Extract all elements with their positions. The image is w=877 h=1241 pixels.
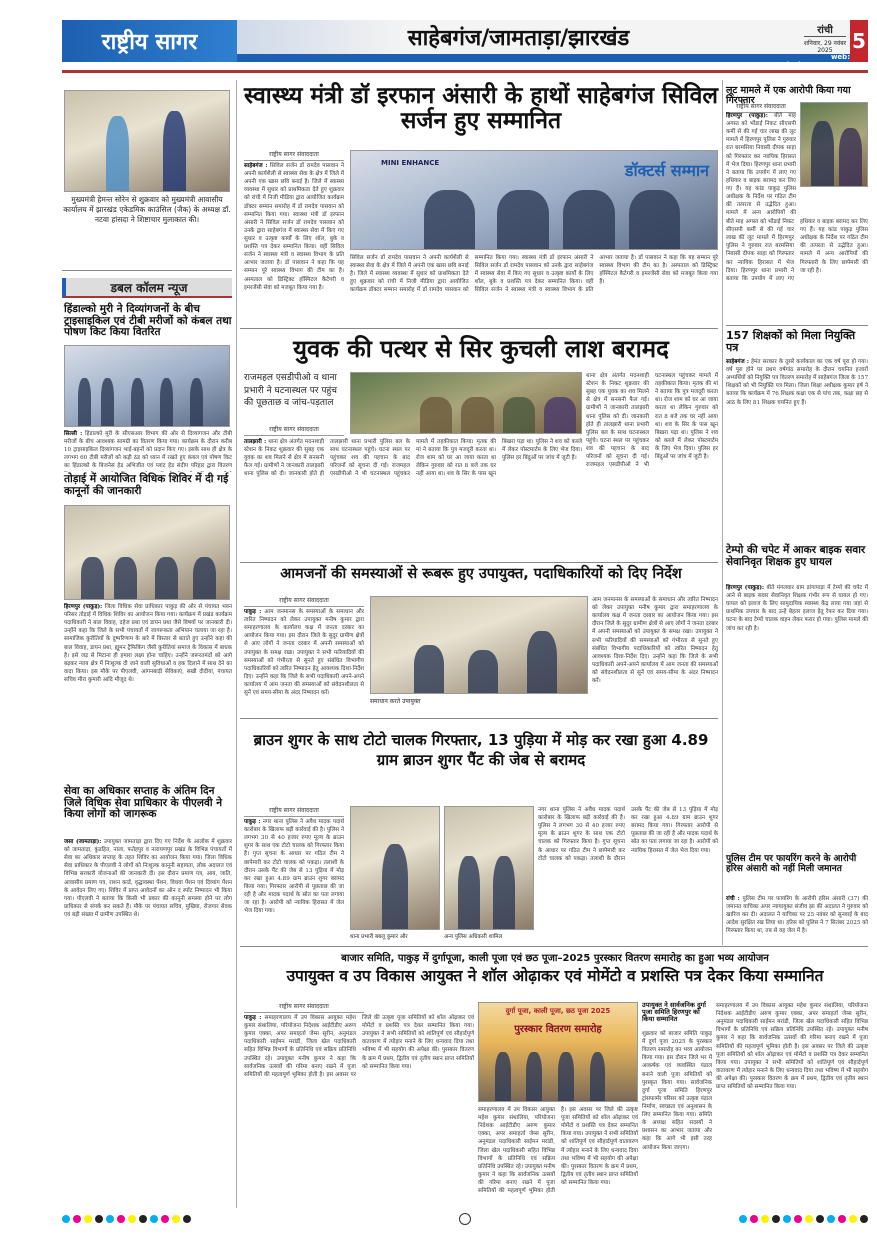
headline: पुलिस टीम पर फायरिंग करने के आरोपी हरिस अंसारी को नहीं मिली जमानत [726,854,857,874]
article-body: हिरणपुर (पाकुड़): जिला विधिक सेवा प्राधिकार पाकुड़ की ओर से पंचायत भवन परिसर तोड़ाई में विधिक शिविर का आयोजन किया गया। कार्यक्रम में प्रखंड कार्यक्रम पदाधिकारी ने बाल विवाह, दहेज प्रथा एवं डायन प्रथा जैसे विषयों पर जानकारी दी। उन्होंने कहा कि जिले के सभी पंचायतों में जागरूकता अभियान चलाया जा रहा है। सामाजिक कुरीतियों के दुष्परिणाम के बारे में विस्तार से बताते हुए उन्होंने कहा की बाल विवाह, डायन प्रथा, ह्यूमन ट्रैफिकिंग जैसी कुरीतियां समाज के विकास में बाधक है। इसे जड़ से मिटाना ही हमारा लक्ष्य होना चाहिए। उन्होंने जरूरतमंदों को आगे बढ़कर न्याय क्षेत्र में निःशुल्क दी जाने वाली सुविधाओं व हक दिलाने में साथ देने का वादा किया। इस मौके पर पीएलवी, आंगनबाड़ी सेविकाएं, सखी दीदीयां, पंचायत सचिव मीरा कुमारी आदि मौजूद थे। [64,604,232,683]
dateline-box [800,20,850,54]
page-number: 5 [850,20,868,62]
header-bar [237,54,850,62]
column-divider [722,80,723,945]
arrested-driver-photo [350,806,440,930]
article-body-continued: समाहरणालय में उप विकास आयुक्त महेश कुमार संथालिया, परियोजना निदेशक आईटीडीए अरुण कुमार एक्का, अपर समाहर्ता जेम्स सुरीन, अनुमंडल पदाधिकारी साईमन मरांडी, जिला खेल पदाधिकारी सहित विभिन्न विभागों के प्रतिनिधि एवं सक्रिय प्रतिनिधि उपस्थित रहे। उपायुक्त मनीष कुमार ने कहा कि सार्वजनिक उत्सवों की गरिमा बनाए रखने में पूजा समितियों की महत्वपूर्ण भूमिका होती है। इस अवसर पर जिले की उत्कृष्ट पूजा समितियों को शॉल ओढ़ाकर एवं मोमेंटो व प्रशस्ति पत्र देकर सम्मानित किया गया। उपायुक्त ने सभी समितियों को शांतिपूर्ण एवं सौहार्दपूर्ण वातावरण में त्योहार मनाने के लिए धन्यवाद दिया तथा भविष्य में भी सहयोग की अपेक्षा की। पुरस्कार वितरण के क्रम में प्रथम, द्वितीय एवं तृतीय स्थान प्राप्त समितियों को सम्मानित किया गया। [478,1107,638,1195]
article-body-continued: नगर थाना पुलिस ने अवैध मादक पदार्थ कारोबार के खिलाफ बड़ी कार्रवाई की है। पुलिस ने लगभग 30 से 40 हजार रुपए मूल्य के ब्राउन शुगर के साथ एक टोटो चालक को गिरफ्तार किया है। गुप्त सूचना के आधार पर गठित टीम ने छापेमारी कर टोटो चालक को पकड़ा। तलाशी के दौरान उसके पैंट की जेब से 13 पुड़िया में मोड़ कर रखा हुआ 4.89 ग्राम ब्राउन शुगर बरामद किया गया। गिरफ्तार आरोपी से पूछताछ की जा रही है और मादक पदार्थ के स्रोत का पता लगाया जा रहा है। आरोपी को न्यायिक हिरासत में जेल भेज दिया गया। [538,807,718,862]
tricycle-distribution-photo [64,345,230,427]
award-ceremony-photo [350,150,718,250]
byline: राष्ट्रीय सागर संवाददाता [244,1002,364,1013]
header-rule [62,70,868,73]
headline: लूट मामले में एक आरोपी किया गया गिरफ्तार [726,85,851,107]
issue-date: शनिवार, 29 नवंबर 2025 [803,40,847,54]
byline: राष्ट्रीय सागर संवाददाता [244,806,344,817]
article-body: पाकुड़ : नगर थाना पुलिस ने अवैध मादक पदार्थ कारोबार के खिलाफ बड़ी कार्रवाई की है। पुलिस ने लगभग 30 से 40 हजार रुपए मूल्य के ब्राउन शुगर के साथ एक टोटो चालक को गिरफ्तार किया है। गुप्त सूचना के आधार पर गठित टीम ने छापेमारी कर टोटो चालक को पकड़ा। तलाशी के दौरान उसके पैंट की जेब से 13 पुड़िया में मोड़ कर रखा हुआ 4.89 ग्राम ब्राउन शुगर बरामद किया गया। गिरफ्तार आरोपी से पूछताछ की जा रही है और मादक पदार्थ के स्रोत का पता लगाया जा रहा है। आरोपी को न्यायिक हिरासत में जेल भेज दिया गया। [244,819,344,915]
brand-name: राष्ट्रीय सागर [101,30,198,55]
article-body: शुक्रवार को बाजार समिति पाकुड़ में दुर्गा पूजा 2025 के पुरस्कार वितरण समारोह का भव्य आयोजन किया गया। इस दौरान जिले भर में आकर्षक एवं व्यवस्थित पंडाल बनाने वाली पूजा समितियों को पुरस्कृत किया गया। सार्वजनिक दुर्गा पूजा समिति हिरणपुर ट्रांसफार्मर परिसर को उत्कृष्ट पंडाल निर्माण, स्वच्छता एवं अनुशासन के लिए सम्मानित किया गया। समिति के अध्यक्ष सहित सदस्यों ने प्रशासन का आभार जताया और कहा कि आगे भी इसी तरह आयोजन किया जाएगा। [642,1031,712,1151]
legal-camp-photo [64,505,230,600]
headline: उपायुक्त ने सार्वजनिक दुर्गा पूजा समिति हिरणपुर को किया सम्मानित [642,1001,706,1024]
column-divider [236,80,237,1208]
cm-meeting-photo [64,90,230,192]
photo-logo-text: MINI ENHANCE [381,159,440,167]
article-body: हिरणपुर (पाकुड़): बीते मंगलवार ग्राम डांगापाड़ा में टेम्पो की चपेट में आने से बाइक सवार सेवानिवृत शिक्षक गंभीर रूप से घायल हो गए। घायल को इलाज के लिए सामुदायिक स्वास्थ्य केंद्र लाया गया जहां से प्राथमिक उपचार के बाद उन्हें बेहतर इलाज हेतु रेफर कर दिया गया। घटना के बाद टेम्पो चालक वाहन लेकर फरार हो गया। पुलिस मामले की जांच कर रही है। [726,585,868,632]
article-body: पाकुड़ : समाहरणालय में उप विकास आयुक्त महेश कुमार संथालिया, परियोजना निदेशक आईटीडीए अरुण कुमार एक्का, अपर समाहर्ता जेम्स सुरीन, अनुमंडल पदाधिकारी साईमन मरांडी, जिला खेल पदाधिकारी सहित विभिन्न विभागों के प्रतिनिधि एवं सक्रिय प्रतिनिधि उपस्थित रहे। उपायुक्त मनीष कुमार ने कहा कि सार्वजनिक उत्सवों की गरिमा बनाए रखने में पूजा समितियों की महत्वपूर्ण भूमिका होती है। इस अवसर पर जिले की उत्कृष्ट पूजा समितियों को शॉल ओढ़ाकर एवं मोमेंटो व प्रशस्ति पत्र देकर सम्मानित किया गया। उपायुक्त ने सभी समितियों को शांतिपूर्ण एवं सौहार्दपूर्ण वातावरण में त्योहार मनाने के लिए धन्यवाद दिया तथा भविष्य में भी सहयोग की अपेक्षा की। पुरस्कार वितरण के क्रम में प्रथम, द्वितीय एवं तृतीय स्थान प्राप्त समितियों को सम्मानित किया गया। [244,1015,474,1078]
color-registration-marks [62,1213,868,1225]
article-body: रांची : पुलिस टीम पर फायरिंग के आरोपी हरिस अंसारी (37) की जमानत याचिका अपर न्यायायुक्त संजीव झा की अदालत ने गुरुवार को खारिज कर दी। अदालत ने याचिका पर 25 नवंबर को सुनवाई के बाद आदेश सुरक्षित रख लिया था। हरिस को पुलिस ने 7 सितंबर 2025 को गिरफ्तार किया था, तब से वह जेल में है। [726,896,868,935]
byline: राष्ट्रीय सागर संवाददाता [726,102,796,113]
accused-photo [800,102,868,187]
janta-darbar-photo [370,596,588,694]
headline: ब्राउन शुगर के साथ टोटो चालक गिरफ्तार, 13 पुड़िया में मोड़ कर रखा हुआ 4.89 ग्राम ब्राउन शुगर पैंट की जेब से बरामद [253,731,709,770]
article-body-continued: बीते माह अगस्त को भोंडाई निकट सीएसपी कर्मी से की गई चार लाख की लूट मामले में हिरणपुर पुलिस ने गुरुवार रात बरमसिया निवासी दीपक साहा को गिरफ्तार कर न्यायिक हिरासत में भेज दिया। हिरणपुर थाना प्रभारी ने बताया कि उपयोग में लाए गए हथियार व बाइक बरामद कर लिए गए हैं। यह कांड पाकुड़ पुलिस अधीक्षक के निर्देश पर गठित टीम की तत्परता से उद्भेदित हुआ। मामले में अन्य आरोपियों की गिरफ्तारी के लिए छापेमारी की जा रही है। [726,219,868,282]
article-body: पाकुड़ : आम जनमानस के समस्याओं के समाधान और त्वरित निष्पादन को लेकर उपायुक्त मनीष कुमार द्वारा समाहरणालय के कार्यालय कक्ष में जनता दरबार का आयोजन किया गया। इस दौरान जिले के सुदूर ग्रामीण क्षेत्रों से आए लोगों ने जनता दरबार में अपनी समस्याओं को उपायुक्त के समक्ष रखा। उपायुक्त ने सभी फरियादियों की समस्याओं को गंभीरता से सुनते हुए संबंधित विभागीय पदाधिकारियों को त्वरित निष्पादन हेतु आवश्यक दिशा-निर्देश दिए। उन्होंने कहा कि जिले के सभी पदाधिकारी अपने-अपने कार्यालय में आम जनता की समस्याओं को संवेदनशीलता से सुनें एवं समय-सीमा के अंदर निष्पादन करें। [244,609,364,697]
photo-caption: थाना प्रभारी बबलू कुमार और [350,934,408,940]
article-body-continued: सिविल सर्जन डॉ रामदेव पासवान ने अपनी कार्यशैली से स्वास्थ्य सेवा के क्षेत्र में जिले में अपनी एक खास छवि बनाई है। जिले में स्वास्थ्य व्यवस्था में सुधार को प्राथमिकता देते हुए शुक्रवार को रांची में निजी मीडिया द्वारा आयोजित कार्यक्रम डॉक्टर सम्मान समारोह में डॉ रामदेव पासवान को सम्मानित किया गया। स्वास्थ्य मंत्री डॉ इरफान अंसारी ने सिविल सर्जन डॉ रामदेव पासवान को उनके द्वारा साहेबगंज में स्वास्थ्य सेवा में किए गए सुधार व उत्कृष्ट कार्यों के लिए शॉल, बुके व प्रशस्ति पत्र देकर सम्मानित किया। वहीं सिविल सर्जन ने स्वास्थ्य मंत्री व स्वास्थ्य विभाग के प्रति आभार जताया है। डॉ पासवान ने कहा कि यह सम्मान पूरे स्वास्थ्य विभाग की टीम का है। अस्पताल को डिस्ट्रिक्ट हॉस्पिटल कैटेगरी व इमरजेंसी सेवा को मजबूत किया गया है। [350,255,718,294]
article-body-continued: थाना क्षेत्र अंतर्गत मदनशाही स्टेशन के निकट शुक्रवार की सुबह एक युवक का शव मिलने से क्षेत्र में सनसनी फैल गई। ग्रामीणों ने जानकारी तालझारी थाना पुलिस को दी। जानकारी होते ही तालझारी थाना प्रभारी पुलिस बल के साथ घटनास्थल पहुंचे। घटना स्थल पर पहुंचकर शव की पहचान के बाद परिजनों को सूचना दी गई। राजमहल एसडीपीओ ने भी घटनास्थल पहुंचकर मामले में तहकीकात किया। मृतक की मां ने बताया कि पुत्र मजदूरी करता था। रोज शाम को घर आ जाया करता था लेकिन गुरुवार को रात 8 बजे तक घर नहीं आया था। शव के सिर के पास खून बिखरा पड़ा था। पुलिस ने शव को कब्जे में लेकर पोस्टमार्टम के लिए भेज दिया। पुलिस हर बिंदुओं पर जांच में जुटी है। [586,373,718,469]
divider [726,325,868,326]
divider [240,328,718,329]
photo-title-text: पुरस्कार वितरण समारोह [514,1024,602,1035]
headline: तोड़ाई में आयोजित विधिक शिविर में दी गई कानूनों की जानकारी [64,473,229,497]
article-body: साहेबगंज : हेमंत सरकार के दूसरे कार्यकाल का एक वर्ष पूरा हो गया। वर्ष पूरा होने पर प्रथम वर्षगांठ समारोह के दौरान चयनित हजारों अभ्यर्थियों को नियुक्ति पत्र वितरण समारोह में साहेबगंज जिला के 157 शिक्षकों को भी नियुक्ति पत्र मिला। जिला शिक्षा अधीक्षक कुमार हर्ष ने बताया कि कार्यक्रम में 76 शिक्षक कक्षा एक से पांच तक, कक्षा छह से आठ के लिए 81 शिक्षक चयनित हुए हैं। [726,359,868,406]
article-body: तालझारी : थाना क्षेत्र अंतर्गत मदनशाही स्टेशन के निकट शुक्रवार की सुबह एक युवक का शव मिलने से क्षेत्र में सनसनी फैल गई। ग्रामीणों ने जानकारी तालझारी थाना पुलिस को दी। जानकारी होते ही तालझारी थाना प्रभारी पुलिस बल के साथ घटनास्थल पहुंचे। घटना स्थल पर पहुंचकर शव की पहचान के बाद परिजनों को सूचना दी गई। राजमहल एसडीपीओ ने भी घटनास्थल पहुंचकर मामले में तहकीकात किया। मृतक की मां ने बताया कि पुत्र मजदूरी करता था। रोज शाम को घर आ जाया करता था लेकिन गुरुवार को रात 8 बजे तक घर नहीं आया था। शव के सिर के पास खून बिखरा पड़ा था। पुलिस ने शव को कब्जे में लेकर पोस्टमार्टम के लिए भेज दिया। पुलिस हर बिंदुओं पर जांच में जुटी है। [244,439,582,478]
headline: आमजनों की समस्याओं से रूबरू हुए उपायुक्त, पदाधिकारियों को दिए निर्देश [280,566,682,582]
photo-banner-text: डॉक्टर्स सम्मान [624,161,709,180]
edition-city: रांची [804,22,846,37]
byline: राष्ट्रीय सागर संवाददाता [244,425,344,436]
byline: राष्ट्रीय सागर संवाददाता [244,596,364,607]
website-link[interactable]: web: rashtriyasagar.com [774,53,850,69]
article-body-continued: समाहरणालय में उप विकास आयुक्त महेश कुमार संथालिया, परियोजना निदेशक आईटीडीए अरुण कुमार एक्का, अपर समाहर्ता जेम्स सुरीन, अनुमंडल पदाधिकारी साईमन मरांडी, जिला खेल पदाधिकारी सहित विभिन्न विभागों के प्रतिनिधि एवं सक्रिय प्रतिनिधि उपस्थित रहे। उपायुक्त मनीष कुमार ने कहा कि सार्वजनिक उत्सवों की गरिमा बनाए रखने में पूजा समितियों की महत्वपूर्ण भूमिका होती है। इस अवसर पर जिले की उत्कृष्ट पूजा समितियों को शॉल ओढ़ाकर एवं मोमेंटो व प्रशस्ति पत्र देकर सम्मानित किया गया। उपायुक्त ने सभी समितियों को शांतिपूर्ण एवं सौहार्दपूर्ण वातावरण में त्योहार मनाने के लिए धन्यवाद दिया तथा भविष्य में भी सहयोग की अपेक्षा की। पुरस्कार वितरण के क्रम में प्रथम, द्वितीय एवं तृतीय स्थान प्राप्त समितियों को सम्मानित किया गया। [716,1003,868,1091]
lead-headline: स्वास्थ्य मंत्री डॉ इरफान अंसारी के हाथों साहेबगंज सिविल सर्जन हुए सम्मानित [244,83,718,135]
divider [240,562,718,563]
photo-banner-text: दुर्गा पूजा, काली पूजा, छठ पूजा 2025 [505,1007,611,1015]
photo-caption: मुख्यमंत्री हेमन्त सोरेन से शुक्रवार को मुख्यमंत्री आवासीय कार्यालय में झारखंड एकेडमिक काउंसिल (जैक) के अध्यक्ष डॉ. नटवा हांसदा ने शिष्टाचार मुलाकात की। [63,195,231,225]
award-ceremony-photo [478,1002,638,1102]
divider [62,270,232,271]
article-body: सिल्ली : हिंडाल्को मुरी के सीएसआर विभाग की ओर से दिव्यांगजन और टीबी मरीजों के बीच आवश्यक सामग्री का वितरण किया गया। कार्यक्रम के दौरान करीब 10 ट्राइसाइकिल दिव्यांगजन भाई-बहनों को प्रदान किए गए। इसके साथ ही क्षेत्र के लगभग 60 टीबी मरीजों को कड़ी ठंड को ध्यान में रखते हुए कंबल एवं पोषण किट का हिंडाल्को के बिजनेस हेड अभिजीत एवं प्लांट हेड संदीप परिहार द्वारा वितरण [64,431,232,470]
registration-crosshair-icon [459,1213,471,1225]
article-body-continued: आम जनमानस के समस्याओं के समाधान और त्वरित निष्पादन को लेकर उपायुक्त मनीष कुमार द्वारा समाहरणालय के कार्यालय कक्ष में जनता दरबार का आयोजन किया गया। इस दौरान जिले के सुदूर ग्रामीण क्षेत्रों से आए लोगों ने जनता दरबार में अपनी समस्याओं को उपायुक्त के समक्ष रखा। उपायुक्त ने सभी फरियादियों की समस्याओं को गंभीरता से सुनते हुए संबंधित विभागीय पदाधिकारियों को त्वरित निष्पादन हेतु आवश्यक दिशा-निर्देश दिए। उन्होंने कहा कि जिले के सभी पदाधिकारी अपने-अपने कार्यालय में आम जनता की समस्याओं को संवेदनशीलता से सुनें एवं समय-सीमा के अंदर निष्पादन करें। [592,597,718,685]
crime-scene-photo [350,372,582,434]
brand-logo [62,20,237,62]
article-body: साहेबगंज : सिविल सर्जन डॉ रामदेव पासवान ने अपनी कार्यशैली से स्वास्थ्य सेवा के क्षेत्र में जिले में अपनी एक खास छवि बनाई है। जिले में स्वास्थ्य व्यवस्था में सुधार को प्राथमिकता देते हुए शुक्रवार को रांची में निजी मीडिया द्वारा आयोजित कार्यक्रम डॉक्टर सम्मान समारोह में डॉ रामदेव पासवान को सम्मानित किया गया। स्वास्थ्य मंत्री डॉ इरफान अंसारी ने सिविल सर्जन डॉ रामदेव पासवान को उनके द्वारा साहेबगंज में स्वास्थ्य सेवा में किए गए सुधार व उत्कृष्ट कार्यों के लिए शॉल, बुके व प्रशस्ति पत्र देकर सम्मानित किया। वहीं सिविल सर्जन ने स्वास्थ्य मंत्री व स्वास्थ्य विभाग के प्रति आभार जताया है। डॉ पासवान ने कहा कि यह सम्मान पूरे स्वास्थ्य विभाग की टीम का है। अस्पताल को डिस्ट्रिक्ट हॉस्पिटल कैटेगरी व इमरजेंसी सेवा को मजबूत किया गया है। [244,163,344,291]
article-body: हिरणपुर (पाकुड़): बीते माह अगस्त को भोंडाई निकट सीएसपी कर्मी से की गई चार लाख की लूट मामले में हिरणपुर पुलिस ने गुरुवार रात बरमसिया निवासी दीपक साहा को गिरफ्तार कर न्यायिक हिरासत में भेज दिया। हिरणपुर थाना प्रभारी ने बताया कि उपयोग में लाए गए हथियार व बाइक बरामद कर लिए गए हैं। यह कांड पाकुड़ पुलिस अधीक्षक के निर्देश पर गठित टीम की तत्परता से उद्भेदित हुआ। मामले में अन्य आरोपियों की [726,113,796,217]
headline: उपायुक्त व उप विकास आयुक्त ने शॉल ओढ़ाकर एवं मोमेंटो व प्रशस्ति पत्र देकर किया सम्मानित [286,967,824,985]
section-box-label: डबल कॉलम न्यूज [62,278,232,298]
police-officers-photo [444,806,534,930]
lead-headline: युवक की पत्थर से सिर कुचली लाश बरामद [293,335,669,363]
headline: टेम्पो की चपेट में आकर बाइक सवार सेवानिवृत शिक्षक हुए घायल [726,544,866,568]
kicker: बाजार समिति, पाकुड़ में दुर्गापूजा, काली पूजा एवं छठ पूजा–2025 पुरस्कार वितरण समारोह का हुआ भव्य आयोजन [341,953,769,964]
article-body: जसा (जामताड़ा): उपायुक्त जामताड़ा द्वारा दिए गए निर्देश के आलोक में शुक्रवार को जामताड़ा, कुंडहित, नाला, फतेहपुर व नारायणपुर प्रखंड के विभिन्न पंचायतों में सेवा का अधिकार सप्ताह के तहत शिविर का आयोजन किया गया। जिला विधिक सेवा प्राधिकार के पीएलवी ने लोगों को निःशुल्क कानूनी सहायता, लोक अदालत एवं विभिन्न सरकारी योजनाओं की जानकारी दी। इस दौरान प्रमाण पत्र, आय, जाति, आवासीय प्रमाण पत्र, राशन कार्ड, वृद्धावस्था पेंशन, विधवा पेंशन एवं दिव्यांग पेंशन के आवेदन लिए गए। शिविर में प्राप्त आवेदनों का ऑन द स्पॉट निष्पादन भी किया गया। पीएलवी ने बताया कि किसी भी प्रकार की कानूनी समस्या होने पर लोग प्राधिकार से संपर्क कर सकते हैं। मौके पर पंचायत सचिव, मुखिया, रोजगार सेवक एवं बड़ी संख्या में ग्रामीण उपस्थित थे। [64,839,232,918]
divider [240,946,868,947]
headline: हिंडाल्को मुरी ने दिव्यांगजनों के बीच ट्राइसाइकिल एवं टीबी मरीजों को कंबल तथा पोषण किट किया वितरित [64,303,232,339]
headline: सेवा का अधिकार सप्ताह के अंतिम दिन जिले विधिक सेवा प्राधिकार के पीएलवी ने किया लोगों को जागरूक [64,785,223,821]
section-title: साहेबगंज/जामताड़ा/झारखंड [237,20,800,54]
byline: राष्ट्रीय सागर संवाददाता [244,150,344,161]
subheadline: राजमहल एसडीपीओ व थाना प्रभारी ने घटनास्थल पर पहुंच की पूछताछ व जांच-पड़ताल [244,373,337,409]
headline: 157 शिक्षकों को मिला नियुक्ति पत्र [726,329,856,355]
divider [240,718,718,719]
photo-caption: अन्य पुलिस अधिकारी शामिल [444,934,503,940]
photo-caption: समाधान करते उपायुक्त [370,698,421,705]
